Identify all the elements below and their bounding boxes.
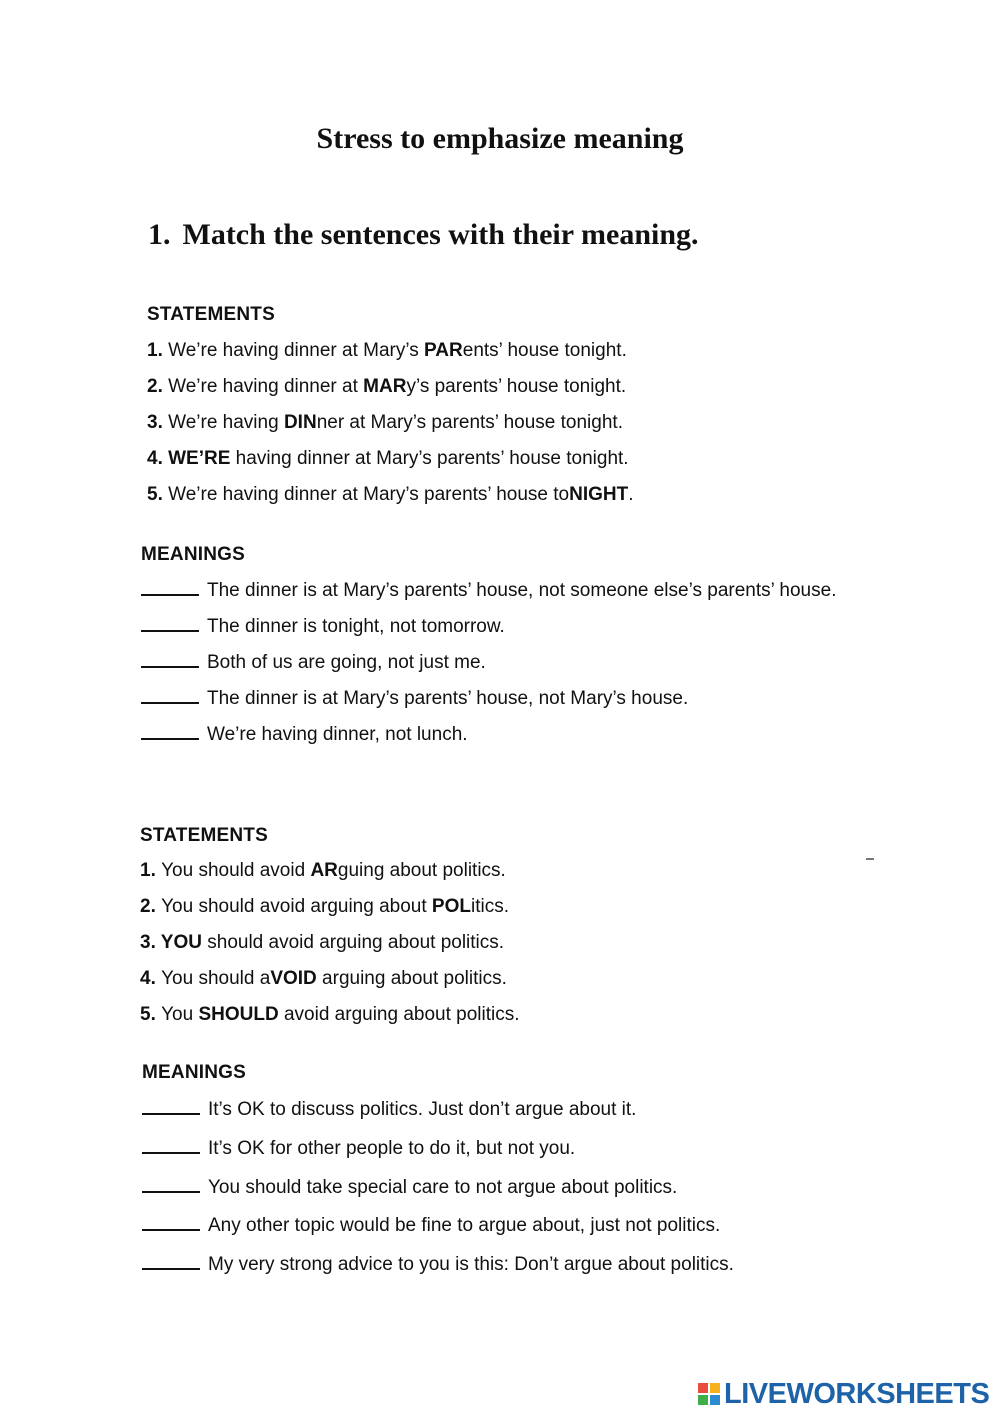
statement-text: You should avoid arguing about [161,896,432,917]
stressed-text: NIGHT [569,484,629,505]
meaning-text: You should take special care to not argue about politics. [208,1177,678,1198]
meaning-text: It’s OK to discuss politics. Just don’t argue about it. [208,1099,637,1120]
meaning-text: It’s OK for other people to do it, but not you. [208,1138,576,1159]
statement-text: should avoid arguing about politics. [201,932,505,953]
meaning-row [142,1215,720,1237]
logo-square [710,1383,720,1393]
meaning-text: We’re having dinner, not lunch. [207,724,468,745]
meaning-text: Any other topic would be fine to argue about, just not politics. [208,1215,721,1236]
statement-text: We’re having dinner at Mary’s parents’ house to [168,484,570,505]
statement-text: You should a [161,968,271,989]
answer-blank[interactable] [142,1177,200,1193]
stressed-text: 4. [140,968,162,989]
statement-text: itics. [470,896,509,917]
statement-row [140,860,506,882]
meaning-row [141,724,468,746]
statement-row [147,340,627,362]
statement-row [140,1004,520,1026]
meaning-text: The dinner is at Mary’s parents’ house, not someone else’s parents’ house. [207,580,837,601]
meaning-text: The dinner is at Mary’s parents’ house, not Mary’s house. [207,688,689,709]
stray-mark [866,858,874,860]
logo-grid-icon [698,1383,720,1405]
meaning-row [141,688,688,710]
answer-blank[interactable] [141,724,199,740]
statement-text: guing about politics. [337,860,506,881]
meaning-row [142,1254,734,1276]
statement-text: avoid arguing about politics. [278,1004,520,1025]
stressed-text: MAR [363,376,407,397]
statement-row [140,968,507,990]
statement-row [147,448,629,470]
answer-blank[interactable] [142,1254,200,1270]
stressed-text: AR [310,860,338,881]
logo-square [698,1383,708,1393]
answer-blank[interactable] [141,580,199,596]
page-title: Stress to emphasize meaning [316,122,684,155]
statement-text: We’re having [168,412,284,433]
answer-blank[interactable] [142,1099,200,1115]
stressed-text: 2. [140,896,162,917]
logo-text: LIVEWORKSHEETS [724,1377,990,1410]
task-title [148,218,699,252]
stressed-text: 5. [147,484,169,505]
section1-statements-heading: STATEMENTS [147,304,275,325]
stressed-text: 5. [140,1004,162,1025]
statement-text: having dinner at Mary’s parents’ house tonight. [230,448,629,469]
meaning-text: The dinner is tonight, not tomorrow. [207,616,505,637]
stressed-text: 4. [147,448,169,469]
answer-blank[interactable] [141,688,199,704]
task-number: 1. [148,218,171,251]
stressed-text: VOID [270,968,317,989]
statement-text: You [161,1004,199,1025]
statement-row [147,412,623,434]
meaning-text: My very strong advice to you is this: Don’t argue about politics. [208,1254,734,1275]
stressed-text: PAR [424,340,463,361]
section1-meanings-heading: MEANINGS [141,544,245,565]
liveworksheets-logo [698,1378,989,1410]
stressed-text: 2. [147,376,169,397]
statement-text: We’re having dinner at Mary’s [168,340,425,361]
statement-row [147,376,626,398]
stressed-text: SHOULD [198,1004,279,1025]
answer-blank[interactable] [141,652,199,668]
stressed-text: YOU [160,932,202,953]
statement-text: ner at Mary’s parents’ house tonight. [316,412,623,433]
statement-text: We’re having dinner at [168,376,364,397]
section2-meanings-heading: MEANINGS [142,1062,246,1083]
statement-row [140,896,509,918]
answer-blank[interactable] [142,1138,200,1154]
stressed-text: WE’RE [168,448,231,469]
statement-text: y’s parents’ house tonight. [406,376,627,397]
meaning-row [142,1177,677,1199]
meaning-row [142,1099,636,1121]
section2-statements-heading: STATEMENTS [140,825,268,846]
meaning-row [141,580,836,602]
task-instruction: Match the sentences with their meaning. [182,218,699,251]
answer-blank[interactable] [141,616,199,632]
stressed-text: POL [431,896,471,917]
logo-square [710,1395,720,1405]
meaning-row [141,616,505,638]
answer-blank[interactable] [142,1215,200,1231]
statement-text: ents’ house tonight. [462,340,627,361]
statement-row [147,484,634,506]
statement-row [140,932,504,954]
stressed-text: 3. [140,932,161,953]
logo-square [698,1395,708,1405]
meaning-row [142,1138,575,1160]
statement-text: arguing about politics. [316,968,507,989]
stressed-text: 1. [140,860,162,881]
meaning-text: Both of us are going, not just me. [207,652,486,673]
statement-text: You should avoid [161,860,311,881]
statement-text: . [628,484,634,505]
meaning-row [141,652,486,674]
stressed-text: 1. [147,340,169,361]
stressed-text: 3. [147,412,169,433]
stressed-text: DIN [283,412,317,433]
